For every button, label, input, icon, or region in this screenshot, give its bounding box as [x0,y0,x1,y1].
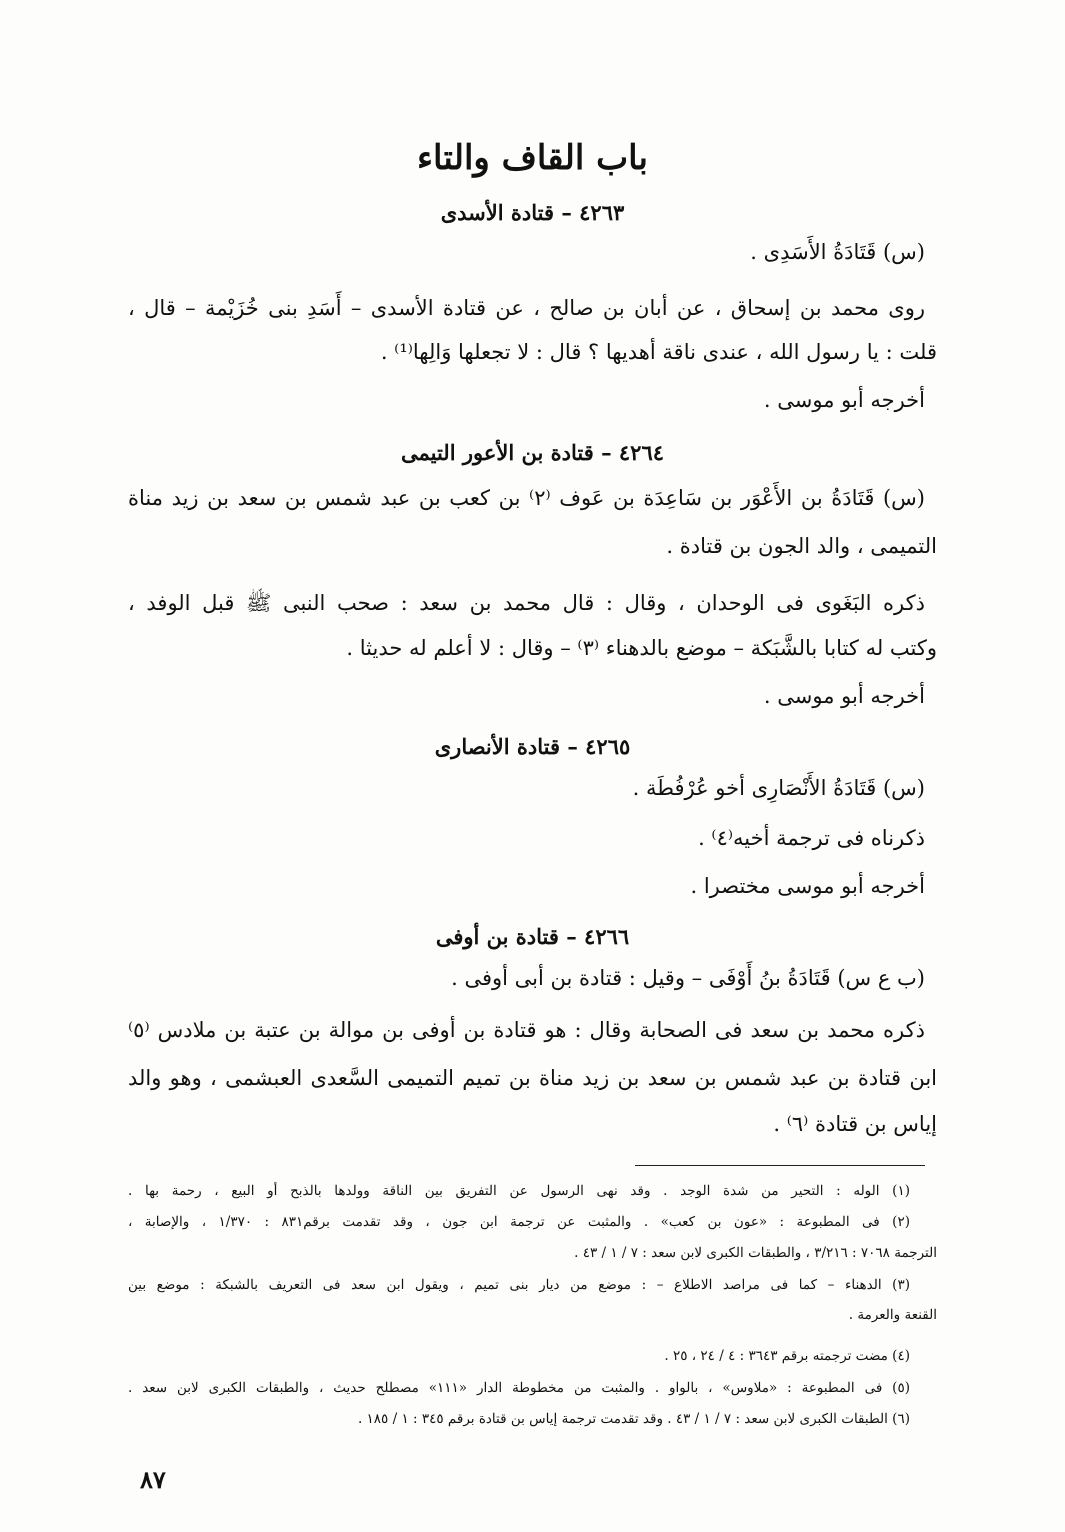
entry-line: ذكره البَغَوى فى الوحدان ، وقال : قال محمد بن سعد : صحب النبى ﷺ قبل الوفد ، [128,591,925,615]
entry-line: (س) قَتَادَةُ الأَنْصَارِى أخو عُرْفُطَة . [632,776,925,800]
page-number: ٨٧ [140,1465,166,1494]
footnote-separator [635,1165,925,1166]
entry-line: (س) قَتَادَةُ الأَسَدِى . [750,240,925,264]
entry-line: (ب ع س) قَتَادَةُ بنُ أَوْفَى – وقيل : قتادة بن أبى أوفى . [451,966,925,990]
entry-heading: ٤٢٦٦ – قتادة بن أوفى [435,924,630,949]
footnote: (٤) مضت ترجمته برقم ٣٦٤٣ : ٤ / ٢٤ ، ٢٥ . [664,1348,910,1364]
entry-heading: ٤٢٦٣ – قتادة الأسدى [440,200,625,225]
footnote: (٦) الطبقات الكبرى لابن سعد : ٧ / ١ / ٤٣ . وقد تقدمت ترجمة إياس بن قتادة برقم ٣٤٥ : ١ / ١٨٥ . [357,1411,910,1427]
footnote: (٣) الدهناء – كما فى مراصد الاطلاع – : موضع من ديار بنى تميم ، ويقول ابن سعد فى التعريف بالشبكة : موضع بين [128,1277,910,1293]
entry-line: أخرجه أبو موسى . [763,388,925,412]
entry-line: ذكره محمد بن سعد فى الصحابة وقال : هو قتادة بن أوفى بن موالة بن عتبة بن ملادس ⁽٥⁾ [128,1018,925,1042]
footnote: (٢) فى المطبوعة : «عون بن كعب» . والمثبت عن ترجمة ابن جون ، وقد تقدمت برقم٨٣١ : ١/٣٧٠ ، والإصابة ، [128,1214,910,1230]
chapter-title: باب القاف والتاء [417,138,648,178]
entry-line: قلت : يا رسول الله ، عندى ناقة أهديها ؟ قال : لا تجعلها وَالِها⁽¹⁾ . [380,340,937,364]
entry-line: ابن قتادة بن عبد شمس بن سعد بن زيد مناة بن تميم التميمى السَّعدى العبشمى ، وهو والد [128,1066,937,1090]
entry-line: ذكرناه فى ترجمة أخيه⁽٤⁾ . [698,826,925,850]
footnote: القنعة والعرمة . [848,1307,937,1323]
entry-line: إياس بن قتادة ⁽٦⁾ . [773,1112,937,1136]
entry-line: وكتب له كتابا بالشَّبَكة – موضع بالدهناء ⁽٣⁾ – وقال : لا أعلم له حديثا . [346,636,937,660]
entry-line: روى محمد بن إسحاق ، عن أبان بن صالح ، عن قتادة الأسدى – أَسَدِ بنى خُزَيْمة – قال ، [128,296,925,320]
entry-heading: ٤٢٦٤ – قتادة بن الأعور التيمى [400,440,665,465]
entry-line: أخرجه أبو موسى مختصرا . [690,874,925,898]
footnote: الترجمة ٧٠٦٨ : ٣/٢١٦ ، والطبقات الكبرى لابن سعد : ٧ / ١ / ٤٣ . [574,1245,937,1261]
entry-line: أخرجه أبو موسى . [763,684,925,708]
footnote: (٥) فى المطبوعة : «ملاوس» ، بالواو . والمثبت من مخطوطة الدار «١١١» مصطلح حديث ، والطبقات الكبرى لابن سعد . [128,1380,910,1396]
entry-heading: ٤٢٦٥ – قتادة الأنصارى [434,734,631,759]
entry-line: (س) قَتَادَةُ بن الأَعْوَر بن سَاعِدَة بن عَوف ⁽٢⁾ بن كعب بن عبد شمس بن سعد بن زيد مناة [128,486,925,510]
footnote: (١) الوله : التحير من شدة الوجد . وقد نهى الرسول عن التفريق بين الناقة وولدها بالذبح أو البيع ، رحمة بها . [128,1183,910,1199]
entry-line: التميمى ، والد الجون بن قتادة . [666,534,937,558]
